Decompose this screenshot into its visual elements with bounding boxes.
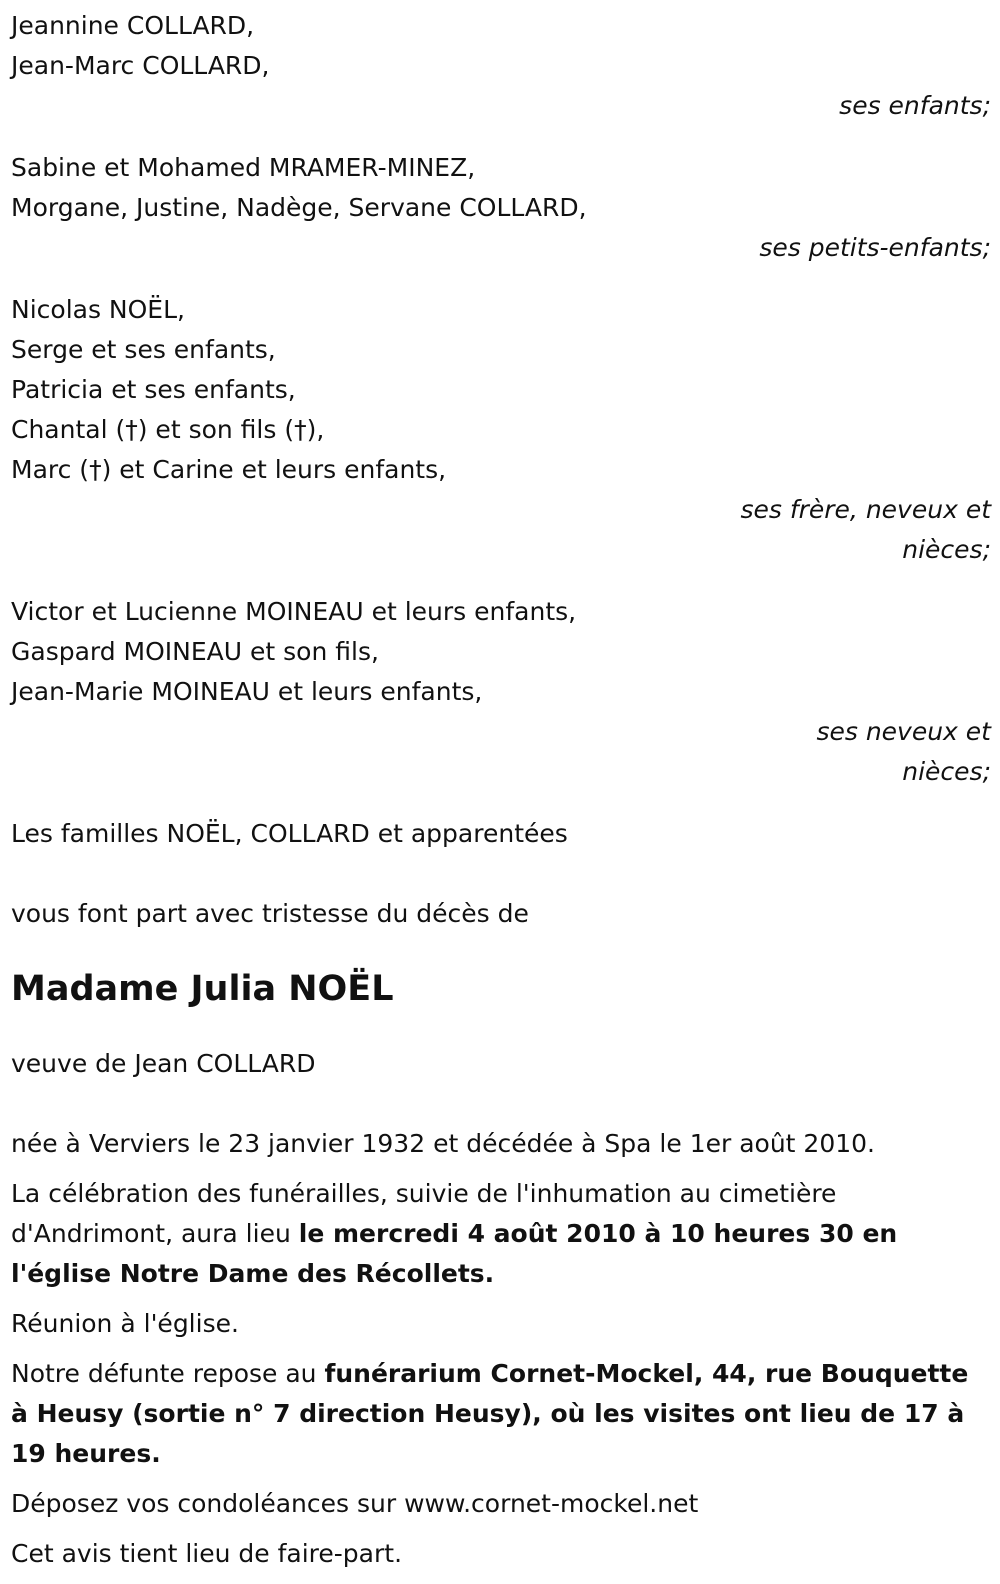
- condolences-line: Déposez vos condoléances sur www.cornet-mockel.net: [11, 1489, 699, 1518]
- family-name-line: Sabine et Mohamed MRAMER-MINEZ,: [11, 153, 476, 182]
- relationship-label: nièces;: [902, 535, 991, 564]
- family-group-grandchildren: [11, 148, 991, 268]
- announcement-line: vous font part avec tristesse du décès de: [11, 899, 529, 928]
- reunion-line: Réunion à l'église.: [11, 1309, 239, 1338]
- family-name-line: Chantal (†) et son fils (†),: [11, 415, 325, 444]
- spacer: [11, 854, 991, 894]
- spacer: [11, 1014, 991, 1044]
- obituary-notice: [11, 6, 991, 1584]
- family-name-line: Jean-Marc COLLARD,: [11, 51, 270, 80]
- ceremony-details: le mercredi 4 août 2010 à 10 heures 30 en l'église Notre Dame des Récollets.: [11, 1219, 898, 1288]
- families-line: Les familles NOËL, COLLARD et apparentées: [11, 819, 568, 848]
- spacer: [11, 570, 991, 592]
- relationship-label: ses petits-enfants;: [759, 233, 991, 262]
- rest-intro: Notre défunte repose au: [11, 1359, 325, 1388]
- rest-paragraph: [11, 1354, 991, 1474]
- family-group-siblings: [11, 290, 991, 570]
- family-name-line: Patricia et ses enfants,: [11, 375, 296, 404]
- family-group-nephews: [11, 592, 991, 792]
- ceremony-intro: La célébration des funérailles, suivie de l'inhumation au cimetière d'Andrimont, aura lieu: [11, 1179, 837, 1248]
- family-name-line: Victor et Lucienne MOINEAU et leurs enfants,: [11, 597, 577, 626]
- family-group-children: [11, 6, 991, 126]
- widow-of-line: veuve de Jean COLLARD: [11, 1049, 316, 1078]
- spacer: [11, 126, 991, 148]
- footer-line: Cet avis tient lieu de faire-part.: [11, 1539, 403, 1568]
- family-name-line: Gaspard MOINEAU et son fils,: [11, 637, 379, 666]
- relationship-label: ses neveux et: [816, 717, 991, 746]
- ceremony-paragraph: [11, 1174, 991, 1294]
- rest-details: funérarium Cornet-Mockel, 44, rue Bouquette à Heusy (sortie n° 7 direction Heusy), où les visites ont lieu de 17 à 19 heures.: [11, 1359, 969, 1468]
- spacer: [11, 1084, 991, 1124]
- family-name-line: Serge et ses enfants,: [11, 335, 276, 364]
- family-name-line: Jean-Marie MOINEAU et leurs enfants,: [11, 677, 483, 706]
- relationship-label: ses enfants;: [839, 91, 991, 120]
- family-name-line: Marc (†) et Carine et leurs enfants,: [11, 455, 447, 484]
- birth-death-line: née à Verviers le 23 janvier 1932 et décédée à Spa le 1er août 2010.: [11, 1129, 875, 1158]
- deceased-name: Madame Julia NOËL: [11, 969, 394, 1009]
- spacer: [11, 268, 991, 290]
- family-name-line: Jeannine COLLARD,: [11, 11, 255, 40]
- spacer: [11, 792, 991, 814]
- family-name-line: Nicolas NOËL,: [11, 295, 185, 324]
- relationship-label: nièces;: [902, 757, 991, 786]
- relationship-label: ses frère, neveux et: [740, 495, 991, 524]
- family-name-line: Morgane, Justine, Nadège, Servane COLLARD,: [11, 193, 587, 222]
- spacer: [11, 934, 991, 964]
